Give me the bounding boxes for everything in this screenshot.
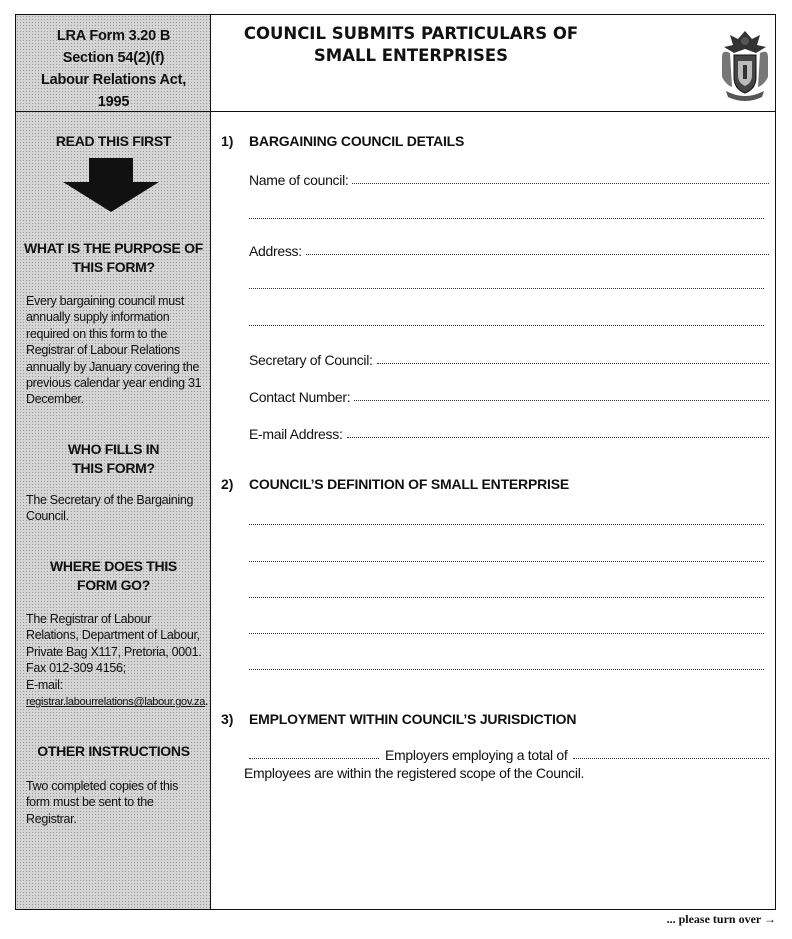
email-address-label: E-mail Address: <box>249 426 343 442</box>
council-name-label: Name of council: <box>249 172 349 188</box>
where-text <box>26 611 209 710</box>
other-line: Two completed copies of this <box>26 779 179 793</box>
down-arrow-icon <box>63 158 159 212</box>
other-line: form must be sent to the <box>26 795 154 810</box>
form-act: Labour Relations Act, <box>40 72 187 88</box>
who-heading <box>20 440 207 478</box>
section-3-title: EMPLOYMENT WITHIN COUNCIL’S JURISDICTION <box>249 711 577 727</box>
where-heading-line: WHERE DOES THIS <box>50 558 177 574</box>
email-address-field[interactable] <box>249 422 769 442</box>
other-instructions-heading: OTHER INSTRUCTIONS <box>37 743 190 759</box>
registrar-email-link[interactable]: registrar.labourrelations@labour.gov.za <box>26 696 206 709</box>
contact-number-line[interactable] <box>354 398 769 401</box>
address-line-3[interactable] <box>249 325 764 326</box>
purpose-line: Registrar of Labour Relations <box>26 343 180 358</box>
definition-line-5[interactable] <box>249 669 764 670</box>
council-name-field[interactable] <box>249 168 769 188</box>
contact-number-label: Contact Number: <box>249 389 351 405</box>
address-label: Address: <box>249 243 302 259</box>
purpose-heading-line: THIS FORM? <box>72 259 155 275</box>
email-suffix: . <box>205 694 209 709</box>
who-heading-line: WHO FILLS IN <box>67 441 160 457</box>
where-heading <box>20 557 207 595</box>
coat-of-arms-icon <box>716 27 774 103</box>
section-2-title: COUNCIL’S DEFINITION OF SMALL ENTERPRISE <box>249 476 569 492</box>
form-frame <box>15 14 776 910</box>
employers-field <box>249 747 769 763</box>
who-heading-line: THIS FORM? <box>72 460 155 476</box>
who-text <box>26 492 203 525</box>
other-line: Registrar. <box>26 811 77 826</box>
council-name-line-2[interactable] <box>249 218 764 219</box>
where-line: The Registrar of Labour <box>26 612 152 626</box>
form-identifier <box>16 25 211 113</box>
section-1-title: BARGAINING COUNCIL DETAILS <box>249 133 465 149</box>
address-line[interactable] <box>306 252 769 255</box>
council-name-line[interactable] <box>352 181 769 184</box>
employers-count-line[interactable] <box>249 758 379 759</box>
address-line-2[interactable] <box>249 288 764 289</box>
purpose-line: Every bargaining council must <box>26 294 185 308</box>
purpose-line: required on this form to the <box>26 326 167 341</box>
section-2-number: 2) <box>221 476 234 492</box>
definition-line-2[interactable] <box>249 561 764 562</box>
purpose-text <box>26 293 203 408</box>
purpose-line: annually by January covering the <box>26 359 200 374</box>
employees-total-line[interactable] <box>573 758 769 759</box>
where-line: Fax 012-309 4156; <box>26 661 126 676</box>
where-line: Private Bag X117, Pretoria, 0001. <box>26 644 202 659</box>
secretary-line[interactable] <box>377 361 769 364</box>
where-line: E-mail: <box>26 677 63 692</box>
secretary-label: Secretary of Council: <box>249 352 373 368</box>
other-instructions-text <box>26 778 203 827</box>
who-line: Council. <box>26 509 69 524</box>
header-divider <box>16 111 775 112</box>
turn-over-note: ... please turn over → <box>666 912 776 926</box>
employees-scope-text: Employees are within the registered scope of the Council. <box>244 765 585 781</box>
email-address-line[interactable] <box>347 435 769 438</box>
read-first-heading: READ THIS FIRST <box>55 133 172 149</box>
definition-line-3[interactable] <box>249 597 764 598</box>
address-field[interactable] <box>249 239 769 259</box>
form-title <box>211 23 611 67</box>
purpose-heading <box>20 239 207 277</box>
purpose-line: annually supply information <box>26 310 170 325</box>
employers-text: Employers employing a total of <box>385 747 568 763</box>
purpose-heading-line: WHAT IS THE PURPOSE OF <box>23 240 204 256</box>
where-email-line <box>26 693 209 710</box>
form-title-line: SMALL ENTERPRISES <box>313 46 509 65</box>
where-line: Relations, Department of Labour, <box>26 628 200 643</box>
purpose-line: December. <box>26 392 84 407</box>
sidebar <box>16 15 211 909</box>
where-heading-line: FORM GO? <box>76 577 151 593</box>
form-act-year: 1995 <box>97 94 130 110</box>
definition-line-4[interactable] <box>249 633 764 634</box>
form-number: LRA Form 3.20 B <box>56 28 171 44</box>
contact-number-field[interactable] <box>249 385 769 405</box>
section-3-number: 3) <box>221 711 234 727</box>
form-title-line: COUNCIL SUBMITS PARTICULARS OF <box>243 24 579 43</box>
who-line: The Secretary of the Bargaining <box>26 493 194 507</box>
purpose-line: previous calendar year ending 31 <box>26 376 202 391</box>
secretary-field[interactable] <box>249 348 769 368</box>
section-1-number: 1) <box>221 133 234 149</box>
definition-line-1[interactable] <box>249 524 764 525</box>
form-section: Section 54(2)(f) <box>62 50 165 66</box>
